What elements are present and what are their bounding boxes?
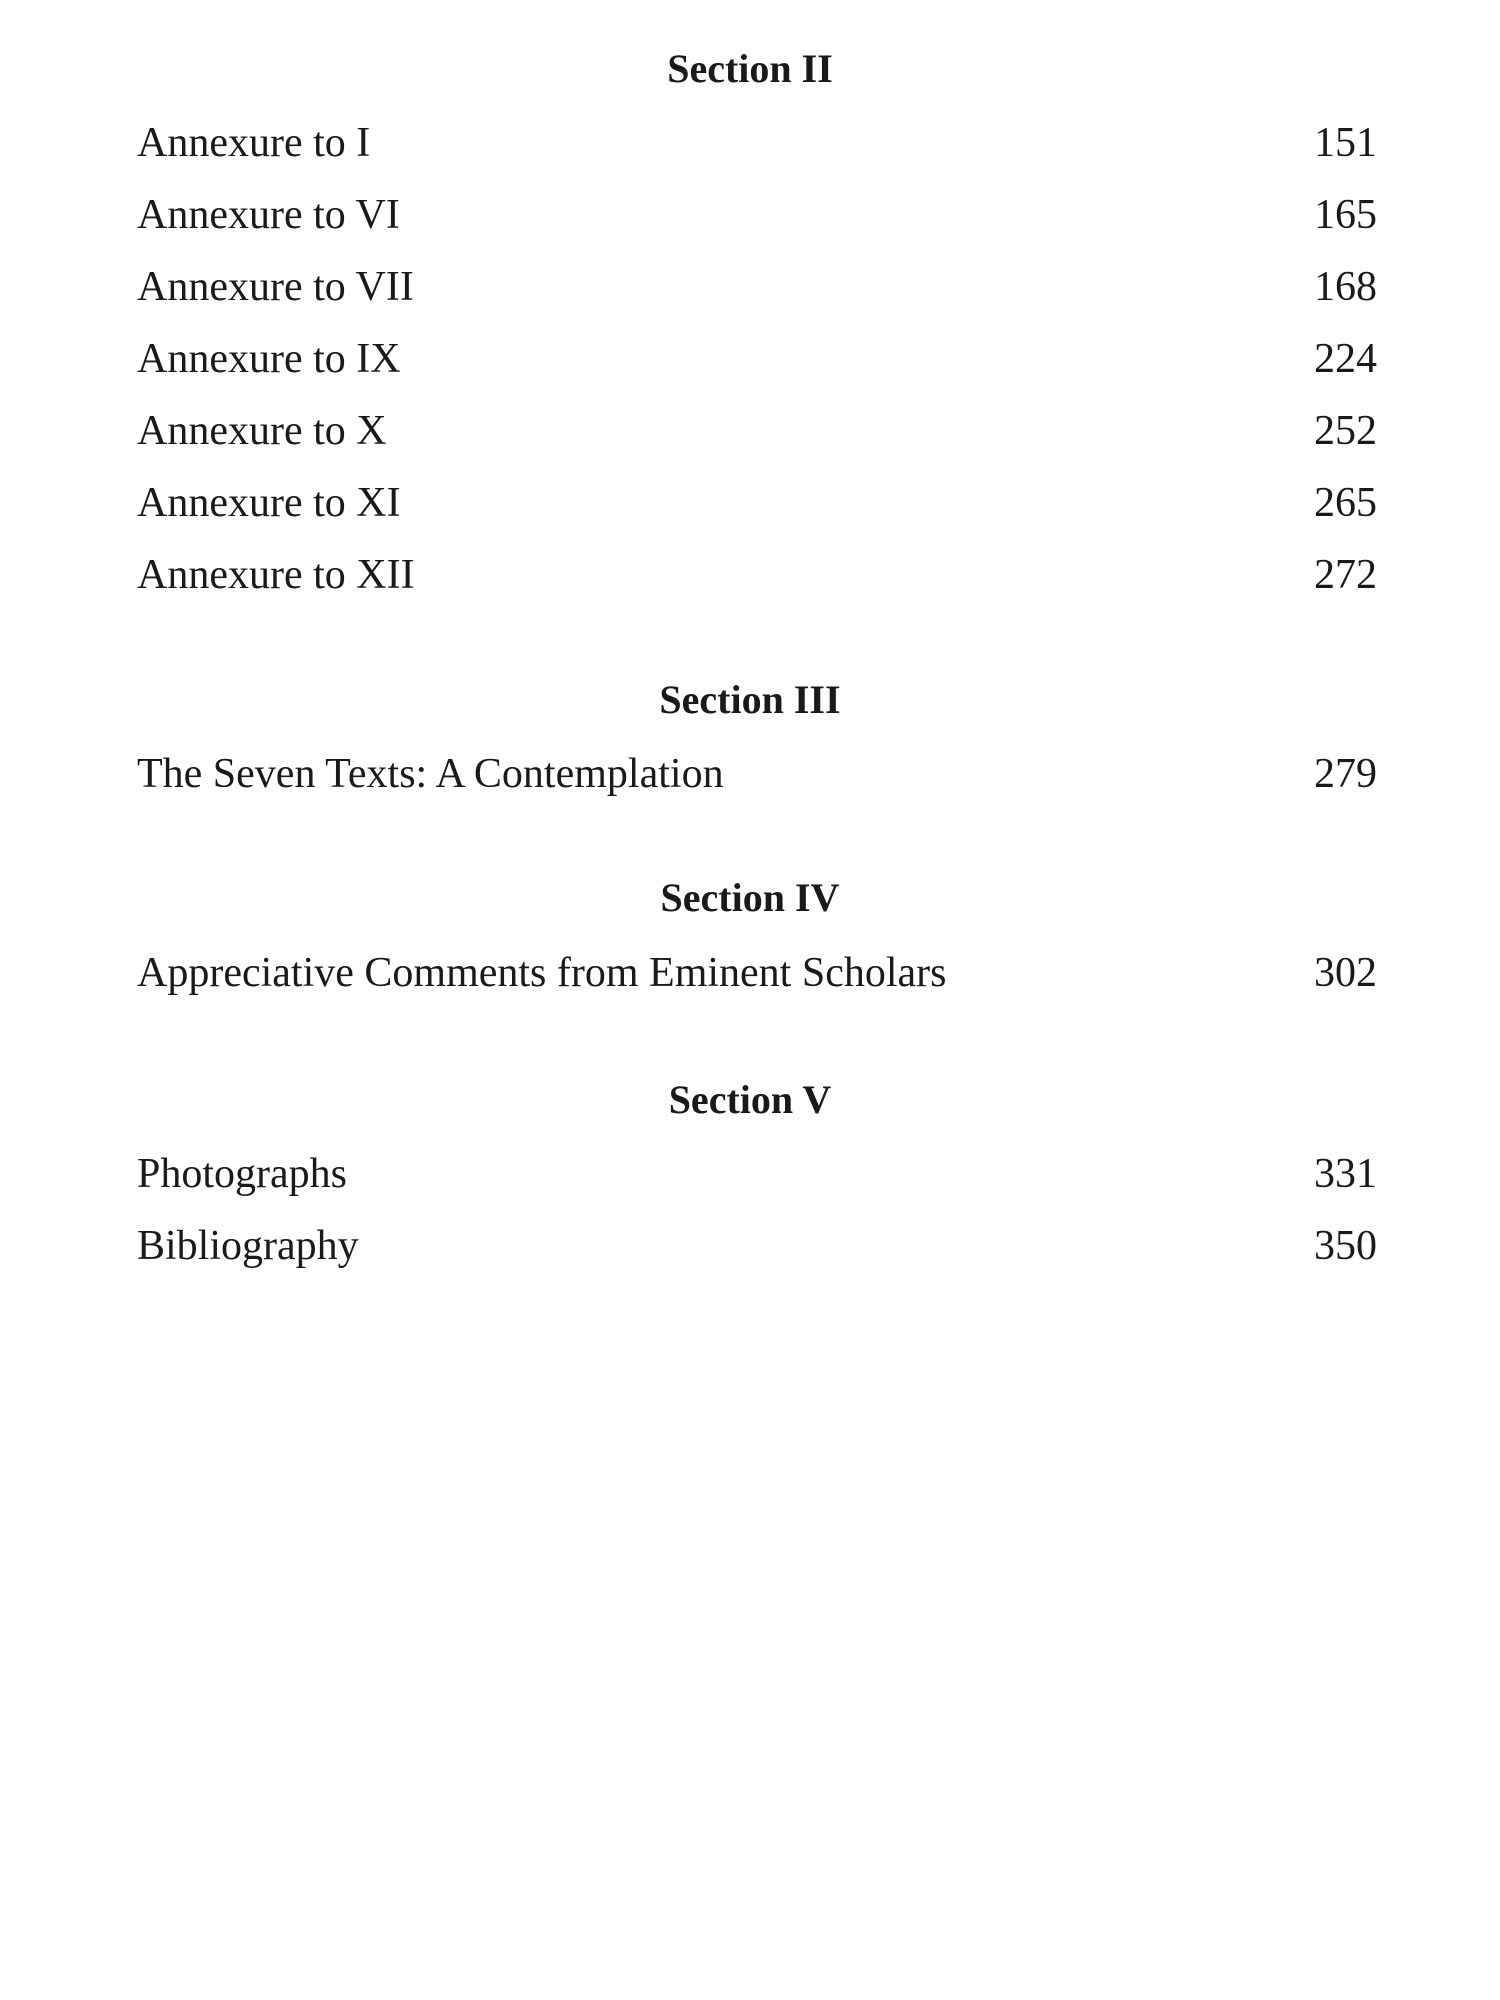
toc-entry-title: Annexure to VI [137,192,400,238]
toc-entry[interactable] [137,261,1377,313]
toc-entry-page: 224 [1314,336,1377,382]
toc-entry-title: Annexure to XI [137,480,401,526]
toc-entry-page: 165 [1314,192,1377,238]
toc-entry[interactable] [137,549,1377,601]
section-heading-iv: Section IV [660,875,840,920]
toc-entry-page: 302 [1314,950,1377,996]
toc-entry-title: Photographs [137,1151,347,1197]
section-heading-v: Section V [668,1077,832,1122]
toc-entry-page: 168 [1314,264,1377,310]
toc-entry[interactable] [137,1220,1377,1272]
toc-entry-page: 265 [1314,480,1377,526]
toc-entry[interactable] [137,748,1377,800]
toc-entry[interactable] [137,405,1377,457]
toc-entry-page: 350 [1314,1223,1377,1269]
toc-entry[interactable] [137,947,1377,999]
toc-entry-title: Annexure to XII [137,552,415,598]
toc-entry[interactable] [137,477,1377,529]
toc-entry-title: Annexure to IX [137,336,401,382]
toc-entry-page: 151 [1314,120,1377,166]
toc-entry-page: 252 [1314,408,1377,454]
toc-entry[interactable] [137,117,1377,169]
toc-entry-page: 272 [1314,552,1377,598]
toc-entry[interactable] [137,1148,1377,1200]
toc-entry-page: 331 [1314,1151,1377,1197]
toc-entry[interactable] [137,189,1377,241]
toc-entry-title: Appreciative Comments from Eminent Scholars [137,950,947,996]
toc-entry-title: Annexure to X [137,408,387,454]
section-heading-ii: Section II [667,46,833,91]
section-heading-iii: Section III [659,677,841,722]
toc-entry-title: Bibliography [137,1223,359,1269]
toc-entry[interactable] [137,333,1377,385]
toc-entry-title: Annexure to VII [137,264,414,310]
toc-entry-title: Annexure to I [137,120,371,166]
toc-entry-title: The Seven Texts: A Contemplation [137,751,724,797]
toc-entry-page: 279 [1314,751,1377,797]
